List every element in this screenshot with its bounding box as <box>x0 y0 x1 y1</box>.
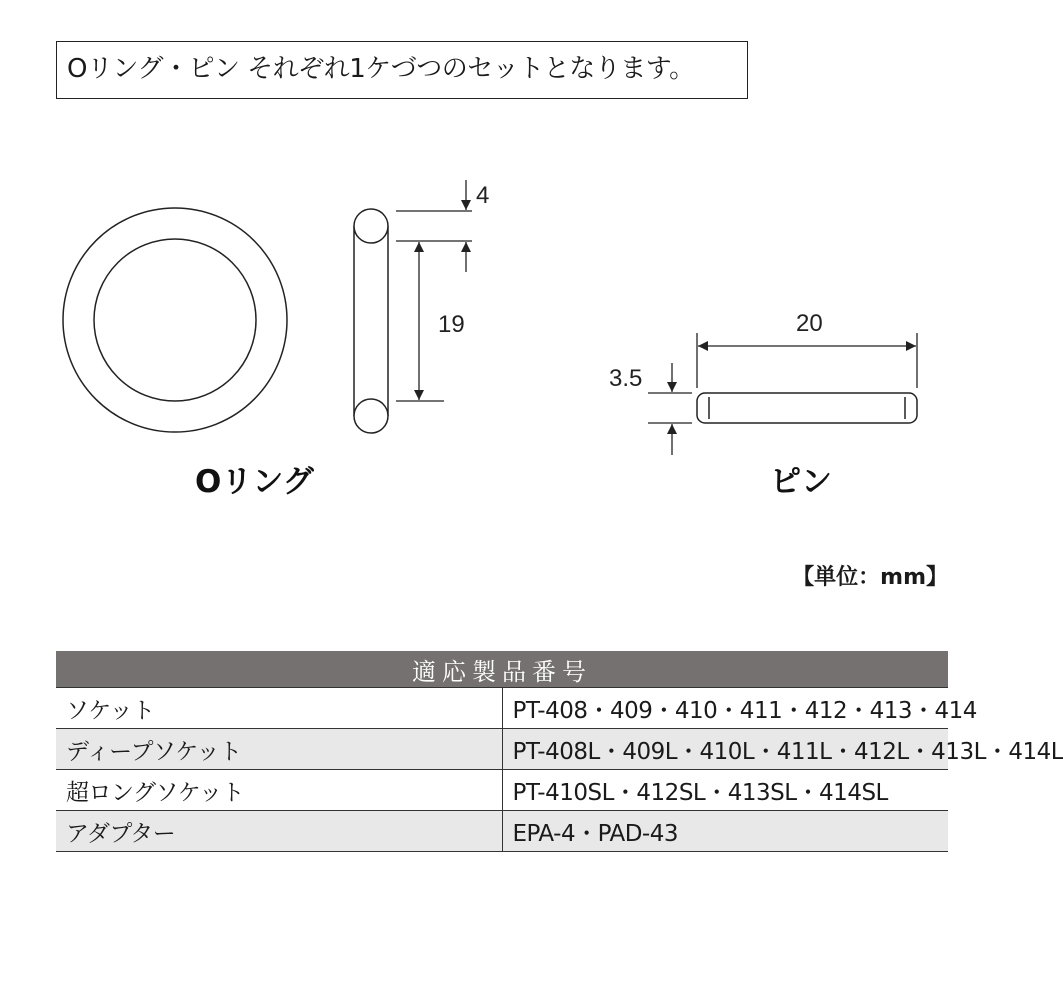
row-products: PT-408L・409L・410L・411L・412L・413L・414L <box>502 729 948 770</box>
pin-diameter-label: 3.5 <box>609 365 643 392</box>
row-category: ソケット <box>56 688 502 729</box>
pin-label: ピン <box>770 464 832 500</box>
oring-side-view <box>354 209 388 433</box>
row-products: PT-408・409・410・411・412・413・414 <box>502 688 948 729</box>
row-category: アダプター <box>56 811 502 852</box>
oring-dimension-lines <box>396 180 472 401</box>
oring-diameter-label: 19 <box>438 311 465 338</box>
pin-view <box>697 393 917 423</box>
pin-dimension-lines <box>648 333 917 455</box>
oring-thickness-label: 4 <box>476 182 490 209</box>
table-row <box>56 688 948 729</box>
row-category: 超ロングソケット <box>56 770 502 811</box>
table-row <box>56 729 948 770</box>
unit-note: 【単位：mm】 <box>792 565 948 590</box>
pin-length-label: 20 <box>796 310 823 337</box>
oring-label: Oリング <box>195 464 314 500</box>
row-products: EPA-4・PAD-43 <box>502 811 948 852</box>
table-row <box>56 770 948 811</box>
compatible-products-table <box>56 651 1063 852</box>
row-category: ディープソケット <box>56 729 502 770</box>
oring-front-view <box>63 208 287 432</box>
table-header: 適応製品番号 <box>56 651 948 688</box>
row-products: PT-410SL・412SL・413SL・414SL <box>502 770 948 811</box>
set-notice: Oリング・ピン それぞれ1ケづつのセットとなります。 <box>56 41 748 99</box>
table-row <box>56 811 948 852</box>
